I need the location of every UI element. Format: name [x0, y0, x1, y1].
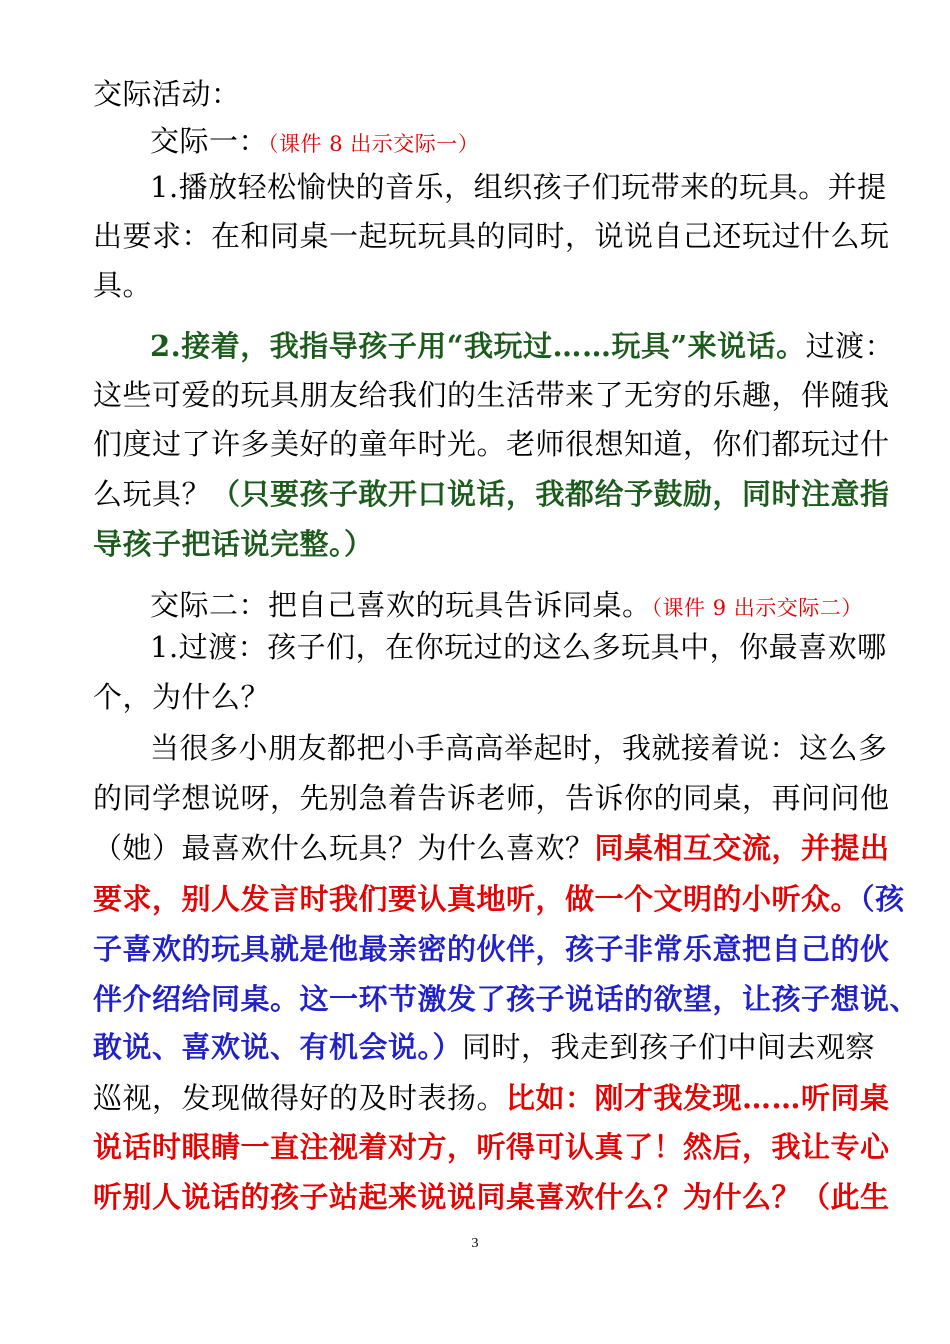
question-text: （她）最喜欢什么玩具？为什么喜欢？	[93, 831, 595, 865]
teaching-note-red: 要求，别人发言时我们要认真地听，做一个文明的小听众。	[93, 882, 861, 916]
paragraph-line: 的同学想说呀，先别急着告诉老师，告诉你的同桌，再问问他	[93, 781, 890, 815]
instruction-text: 2.接着，我指导孩子用“我玩过……玩具”来说话。	[150, 329, 806, 363]
teaching-note-blue: 子喜欢的玩具就是他最亲密的伙伴，孩子非常乐意把自己的伙	[93, 932, 890, 966]
paragraph-line	[150, 329, 920, 363]
teaching-note-blue: 敢说、喜欢说、有机会说。）	[93, 1030, 463, 1064]
paragraph-line	[93, 831, 890, 865]
question-text: 么玩具？	[93, 477, 212, 511]
teaching-note-red: 比如：刚才我发现……听同桌	[506, 1081, 890, 1115]
paragraph-line: 出要求：在和同桌一起玩玩具的同时，说说自己还玩过什么玩	[93, 219, 890, 253]
part2-note: （课件 9 出示交际二）	[651, 596, 863, 620]
paragraph-line	[93, 1081, 890, 1115]
paragraph-line	[93, 882, 905, 916]
paragraph-line: 1.播放轻松愉快的音乐，组织孩子们玩带来的玩具。并提	[150, 170, 887, 204]
teaching-note: （只要孩子敢开口说话，我都给予鼓励，同时注意指	[211, 477, 890, 511]
paragraph-text: 巡视，发现做得好的及时表扬。	[93, 1081, 507, 1115]
page-number: 3	[471, 1236, 479, 1251]
section-heading: 交际活动：	[93, 77, 241, 111]
paragraph-line: 1.过渡：孩子们，在你玩过的这么多玩具中，你最喜欢哪	[150, 630, 887, 664]
paragraph-line: 个，为什么？	[93, 680, 271, 714]
teaching-note-blue: 伴介绍给同桌。这一环节激发了孩子说话的欲望，让孩子想说、	[93, 982, 920, 1016]
teaching-note: 导孩子把话说完整。）	[93, 527, 374, 561]
paragraph-line: 具。	[93, 268, 153, 302]
paragraph-line	[93, 477, 890, 511]
part1-note: （课件 8 出示交际一）	[268, 132, 480, 156]
paragraph-line: 们度过了许多美好的童年时光。老师很想知道，你们都玩过什	[93, 427, 890, 461]
part1-label: 交际一：	[150, 124, 269, 158]
paragraph-line: 当很多小朋友都把小手高高举起时，我就接着说：这么多	[150, 731, 888, 765]
paragraph-line	[93, 1030, 876, 1064]
teaching-note-red: 同桌相互交流，并提出	[594, 831, 890, 865]
part2-label-line	[150, 588, 920, 625]
teaching-note-red: 说话时眼睛一直注视着对方，听得可认真了！然后，我让专心	[93, 1130, 890, 1164]
part1-label-line	[150, 124, 920, 161]
part2-label: 交际二：把自己喜欢的玩具告诉同桌。	[150, 588, 652, 622]
paragraph-line: 这些可爱的玩具朋友给我们的生活带来了无穷的乐趣，伴随我	[93, 378, 890, 412]
transition-label: 过渡：	[805, 329, 895, 363]
teaching-note-red: 听别人说话的孩子站起来说说同桌喜欢什么？为什么？（此生	[93, 1180, 890, 1214]
paragraph-text: 同时，我走到孩子们中间去观察	[462, 1030, 876, 1064]
teaching-note-blue: （孩	[860, 882, 905, 916]
